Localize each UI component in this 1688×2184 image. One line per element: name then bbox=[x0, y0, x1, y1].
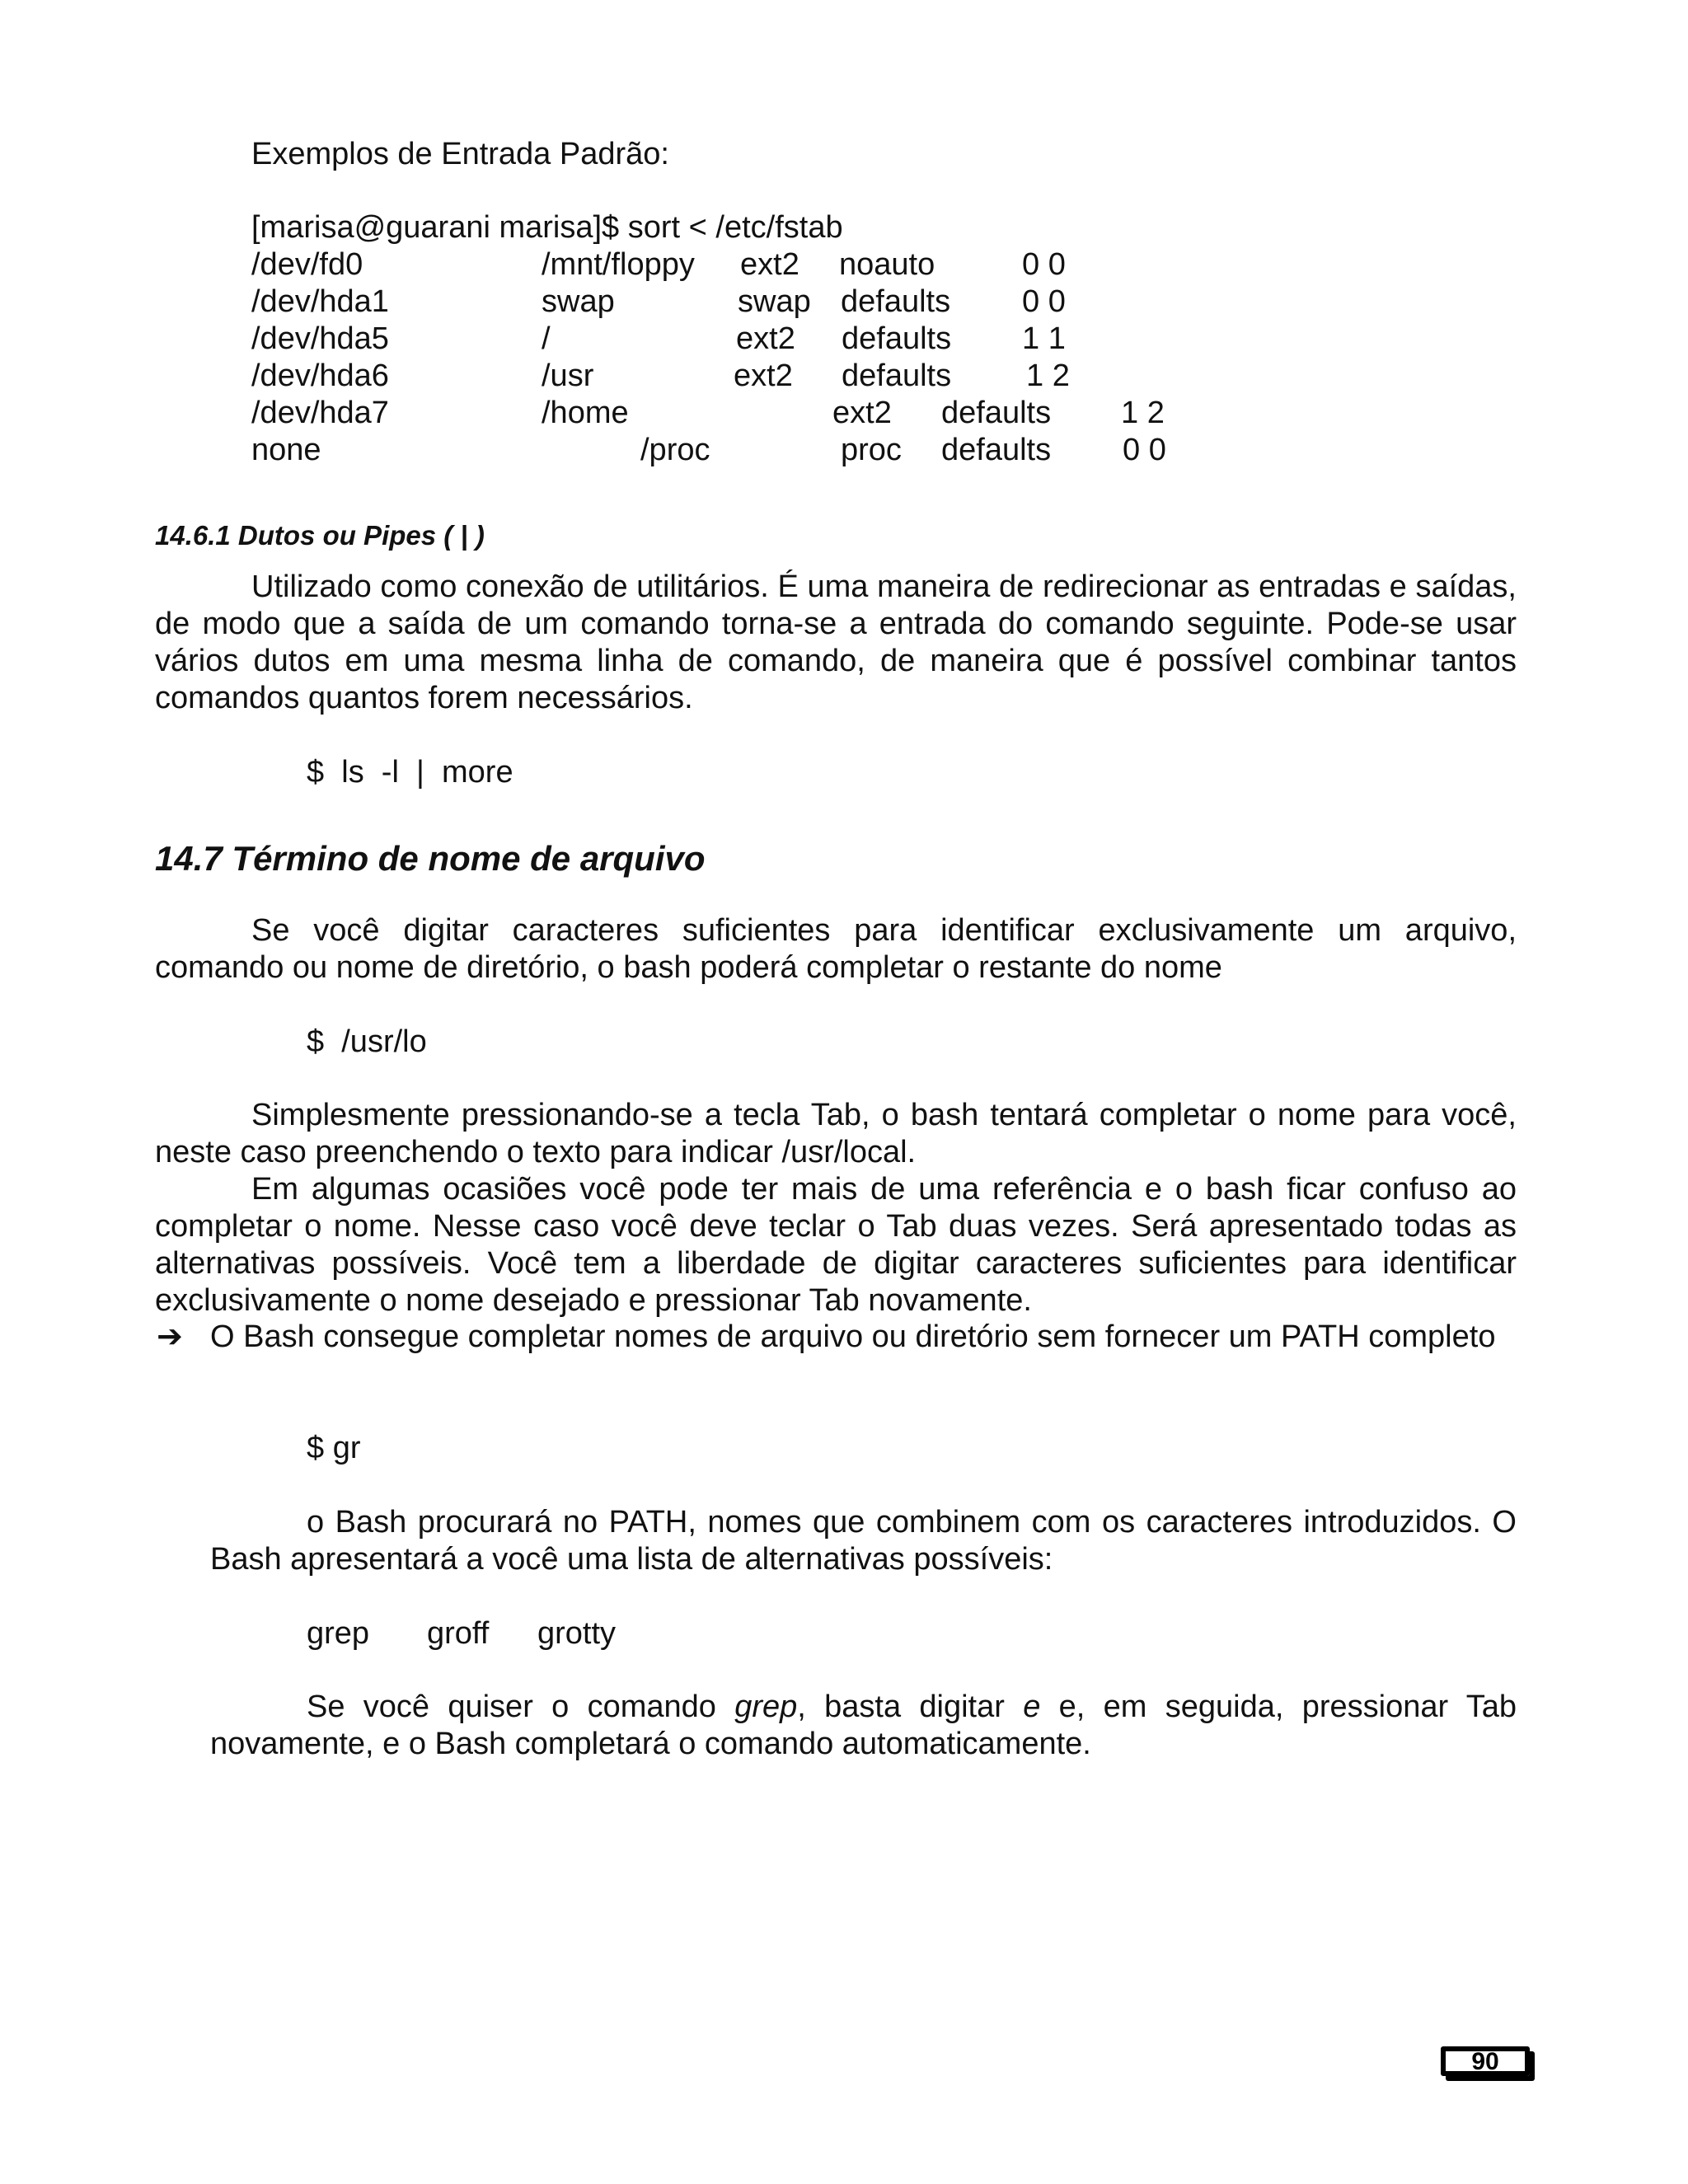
fstab-device: /dev/hda5 bbox=[251, 321, 389, 356]
fstab-type: swap bbox=[738, 284, 811, 319]
fstab-mount: /mnt/floppy bbox=[542, 247, 695, 282]
fstab-options: defaults bbox=[842, 321, 952, 356]
final-text-1: Se você quiser o comando bbox=[307, 1690, 735, 1724]
examples-title: Exemplos de Entrada Padrão: bbox=[251, 137, 669, 171]
completion-command-example: $ /usr/lo bbox=[307, 1024, 427, 1059]
fstab-type: ext2 bbox=[736, 321, 795, 356]
fstab-mount: /proc bbox=[640, 433, 710, 467]
fstab-device: none bbox=[251, 433, 321, 467]
tab-paragraph: Simplesmente pressionando-se a tecla Tab, o bash tentará completar o nome para você, neste caso preenchendo o texto para indicar /usr/local. bbox=[155, 1098, 1517, 1169]
final-paragraph bbox=[210, 1689, 1517, 1763]
final-text-3: e, em seguida, pressionar Tab novamente, e o Bash completará o comando automaticamente. bbox=[210, 1690, 1517, 1761]
fstab-options: defaults bbox=[841, 284, 951, 319]
alternative-groff: groff bbox=[427, 1616, 490, 1651]
fstab-dump-pass: 1 2 bbox=[1121, 396, 1165, 430]
fstab-mount: swap bbox=[542, 284, 615, 319]
fstab-device: /dev/fd0 bbox=[251, 247, 363, 282]
fstab-device: /dev/hda6 bbox=[251, 359, 389, 393]
fstab-device: /dev/hda7 bbox=[251, 396, 389, 430]
fstab-options: defaults bbox=[842, 359, 952, 393]
section-heading: 14.7 Término de nome de arquivo bbox=[155, 839, 706, 878]
terminal-prompt-line: [marisa@guarani marisa]$ sort < /etc/fstab bbox=[251, 210, 843, 245]
alternative-grep: grep bbox=[307, 1616, 370, 1651]
page-number: 90 bbox=[1471, 2048, 1499, 2075]
final-text-2: , basta digitar bbox=[797, 1690, 1024, 1724]
fstab-type: proc bbox=[841, 433, 902, 467]
fstab-device: /dev/hda1 bbox=[251, 284, 389, 319]
fstab-mount: /usr bbox=[542, 359, 594, 393]
path-search-paragraph: o Bash procurará no PATH, nomes que combinem com os caracteres introduzidos. O Bash apresentará a você uma lista de alternativas possíveis: bbox=[210, 1505, 1517, 1577]
gr-command-example: $ gr bbox=[307, 1431, 361, 1465]
fstab-dump-pass: 1 1 bbox=[1022, 321, 1066, 356]
fstab-options: noauto bbox=[839, 247, 935, 282]
ambiguity-paragraph: Em algumas ocasiões você pode ter mais de uma referência e o bash ficar confuso ao completar o nome. Nesse caso você deve teclar o Tab duas vezes. Será apresentado todas as alternativas possíveis. Você tem a liberdade de digitar caracteres suficientes para identificar exclusivamente o nome desejado e pressionar Tab novamente. bbox=[155, 1172, 1517, 1318]
pipes-paragraph: Utilizado como conexão de utilitários. É uma maneira de redirecionar as entradas e saídas, de modo que a saída de um comando torna-se a entrada do comando seguinte. Pode-se usar vários dutos em uma mesma linha de comando, de maneira que é possível combinar tantos comandos quantos forem necessários. bbox=[155, 569, 1517, 715]
page-number-badge bbox=[1441, 2046, 1530, 2076]
arrow-bullet-icon: ➔ bbox=[157, 1319, 183, 1354]
alternative-grotty: grotty bbox=[537, 1616, 617, 1651]
fstab-dump-pass: 0 0 bbox=[1022, 284, 1066, 319]
fstab-type: ext2 bbox=[832, 396, 892, 430]
bullet-text: O Bash consegue completar nomes de arquivo ou diretório sem fornecer um PATH completo bbox=[210, 1319, 1496, 1354]
e-key-letter: e bbox=[1023, 1690, 1041, 1724]
fstab-dump-pass: 0 0 bbox=[1123, 433, 1166, 467]
completion-paragraph: Se você digitar caracteres suficientes para identificar exclusivamente um arquivo, comando ou nome de diretório, o bash poderá completar o restante do nome bbox=[155, 913, 1517, 985]
fstab-options: defaults bbox=[941, 433, 1052, 467]
pipes-subheading: 14.6.1 Dutos ou Pipes ( | ) bbox=[155, 520, 485, 551]
fstab-dump-pass: 1 2 bbox=[1026, 359, 1070, 393]
fstab-mount: /home bbox=[542, 396, 629, 430]
fstab-options: defaults bbox=[941, 396, 1052, 430]
pipes-command-example: $ ls -l | more bbox=[307, 755, 513, 790]
fstab-dump-pass: 0 0 bbox=[1022, 247, 1066, 282]
grep-command-word: grep bbox=[734, 1690, 798, 1724]
fstab-mount: / bbox=[542, 321, 551, 356]
fstab-type: ext2 bbox=[740, 247, 799, 282]
fstab-type: ext2 bbox=[734, 359, 793, 393]
